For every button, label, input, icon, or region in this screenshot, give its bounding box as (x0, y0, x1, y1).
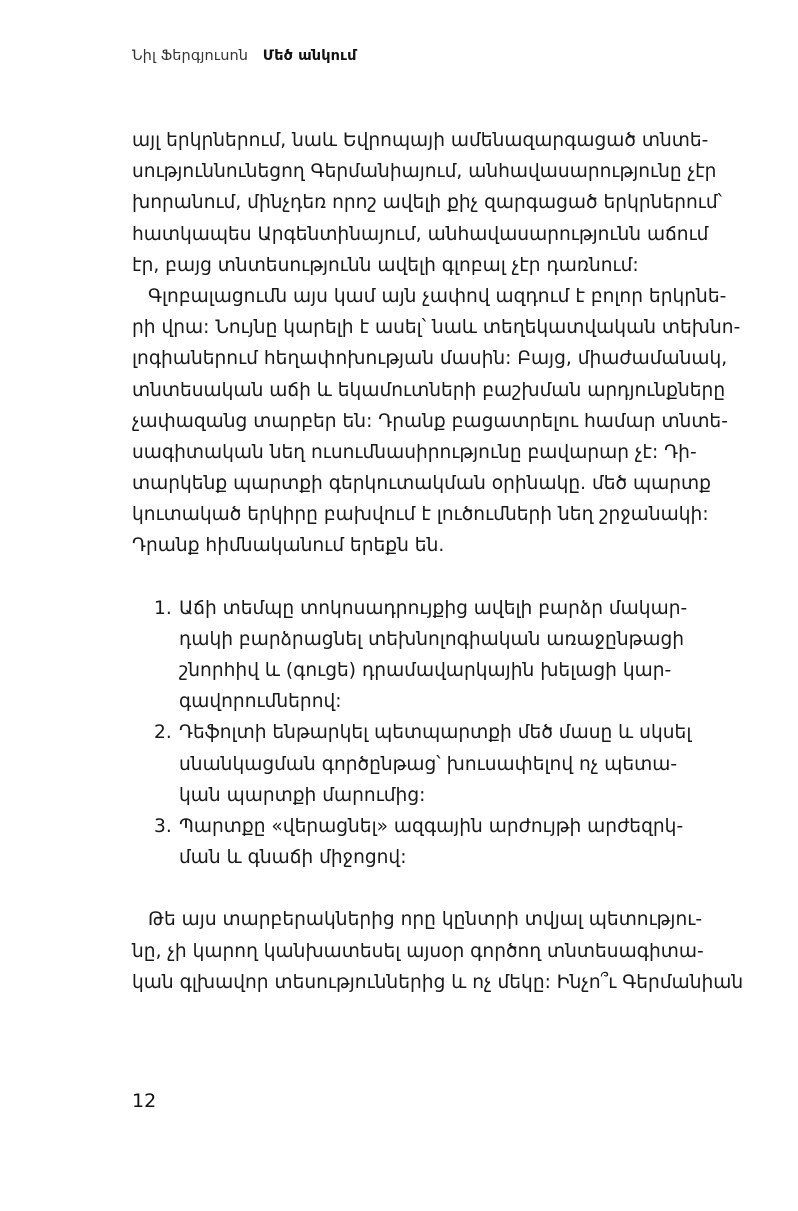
text-line: նը, չի կարող կանխատեսել այսօր գործող տնտեսագիտա- (132, 940, 704, 962)
text-line: լոգիաներում հեղափոխության մասին: Բայց, միաժամանակ, (132, 348, 728, 370)
text-line: ման և գնաճի միջոցով: (179, 847, 407, 869)
list-number: 2. (154, 722, 172, 744)
text-line: սագիտական նեղ ուսումնասիրությունը բավարար չէ: Դի- (132, 441, 697, 463)
list-number: 1. (154, 597, 172, 619)
text-line: դակի բարձրացնել տեխնոլոգիական առաջընթացի (179, 628, 685, 650)
text-line: հատկապես Արգենտինայում, անհավասարությունն աճում (132, 223, 709, 245)
text-line: խորանում, մինչդեռ որոշ ավելի քիչ զարգացած երկրներում՝ (132, 192, 723, 214)
paragraph-2 (132, 281, 741, 562)
text-line: սություննունեցող Գերմանիայում, անհավասարությունը չէր (132, 161, 717, 183)
text-line: տարկենք պարտքի գերկուտակման օրինակը. մեծ պարտք (132, 473, 711, 495)
running-header (132, 48, 357, 64)
text-line: սնանկացման գործընթաց՝ խուսափելով ոչ պետա- (179, 753, 678, 775)
author-name: Նիլ Ֆերգյուսոն (132, 48, 249, 64)
list-item (132, 811, 684, 873)
page-body (132, 125, 744, 998)
text-line: կան գլխավոր տեսություններից և ոչ մեկը: Ինչո՞ւ Գերմանիան (132, 971, 744, 993)
list-item (132, 593, 688, 718)
text-line: Պարտքը «վերացնել» ազգային արժույթի արժեզրկ- (179, 815, 684, 837)
text-line: կուտակած երկիրը բախվում է լուծումների նեղ շրջանակի: (132, 504, 709, 526)
text-line: գավորումներով: (179, 691, 342, 713)
text-line: չափազանց տարբեր են: Դրանք բացատրելու համար տնտե- (132, 410, 728, 432)
text-line: Դեֆոլտի ենթարկել պետպարտքի մեծ մասը և սկսել (179, 722, 692, 744)
page-number: 12 (132, 1090, 157, 1112)
text-line: Աճի տեմպը տոկոսադրույքից ավելի բարձր մակար- (179, 597, 688, 619)
text-line: կան պարտքի մարումից: (179, 784, 426, 806)
list-item (132, 717, 692, 811)
paragraph-1 (132, 125, 723, 281)
text-line: այլ երկրներում, նաև Եվրոպայի ամենազարգացած տնտե- (132, 130, 709, 151)
text-line: տնտեսական աճի և եկամուտների բաշխման արդյունքները (132, 379, 726, 401)
paragraph-3 (132, 904, 744, 998)
list-number: 3. (154, 815, 172, 837)
numbered-list (132, 593, 692, 874)
text-line: շնորհիվ և (գուցե) դրամավարկային խելացի կար- (179, 660, 672, 681)
text-line: էր, բայց տնտեսությունն ավելի գլոբալ չէր դառնում: (132, 254, 639, 276)
book-title: Մեծ անկում (262, 48, 357, 64)
text-line: րի վրա: Նույնը կարելի է ասել՝ նաև տեղեկատվական տեխնո- (132, 317, 741, 339)
text-line: Դրանք հիմնականում երեքն են. (132, 535, 445, 557)
text-line: Թե այս տարբերակներից որը կընտրի տվյալ պետությու- (148, 909, 703, 931)
text-line: Գլոբալացումն այս կամ այն չափով ազդում է բոլոր երկրնե- (148, 285, 727, 307)
